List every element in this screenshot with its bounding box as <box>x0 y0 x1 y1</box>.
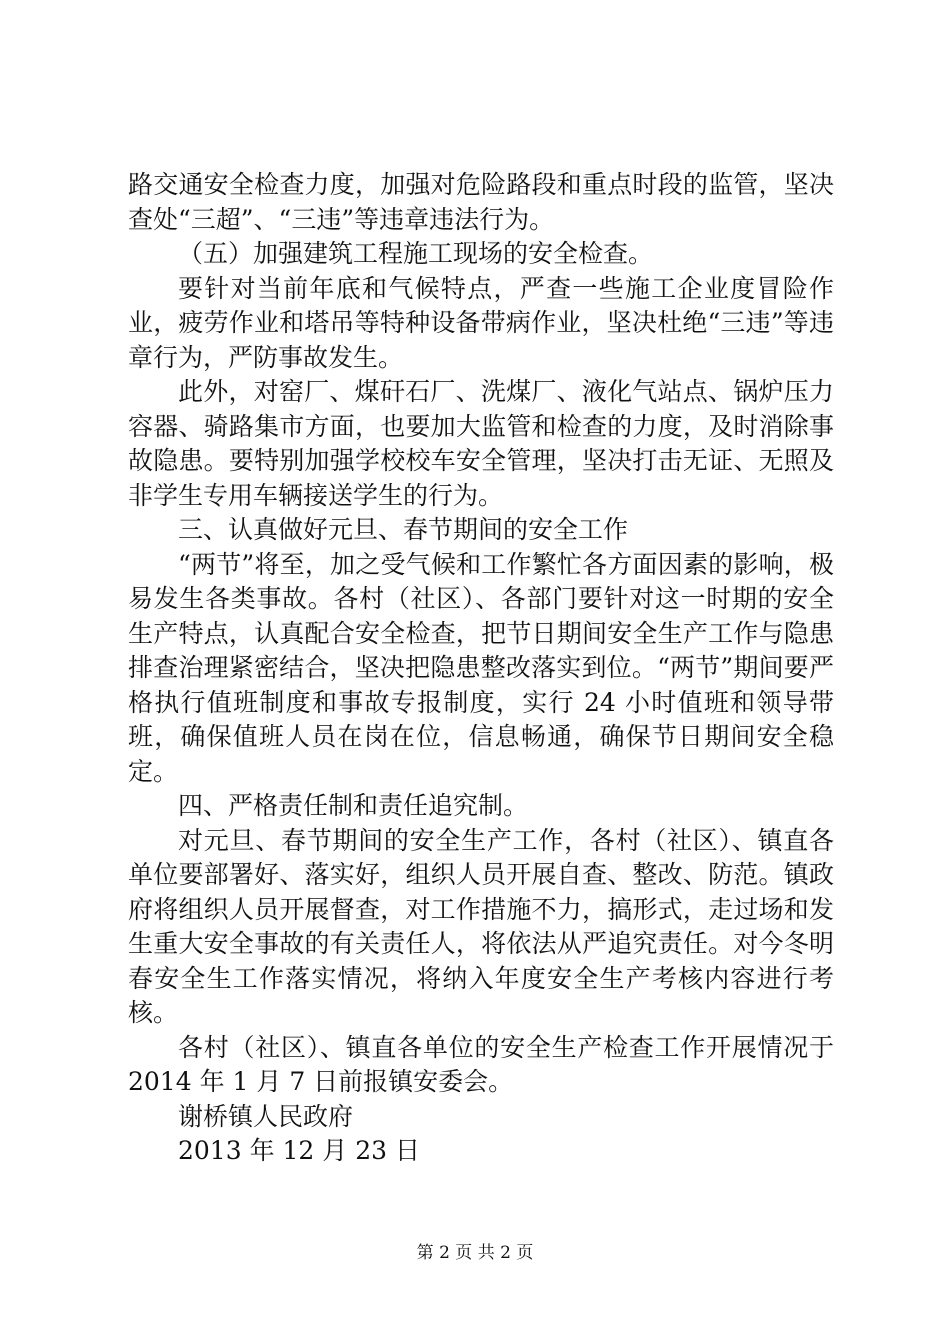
paragraph-construction-safety: 要针对当前年底和气候特点，严查一些施工企业度冒险作业，疲劳作业和塔吊等特种设备带病作业，坚决杜绝“三违”等违章行为，严防事故发生。 <box>128 273 834 372</box>
paragraph-reporting-deadline: 各村（社区）、镇直各单位的安全生产检查工作开展情况于 2014 年 1 月 7 日前报镇安委会。 <box>128 1032 834 1096</box>
document-body <box>128 168 834 1169</box>
signature-date: 2013 年 12 月 23 日 <box>178 1136 420 1165</box>
heading-holiday-safety-work: 三、认真做好元旦、春节期间的安全工作 <box>178 515 629 544</box>
page-number-footer: 第 2 页 共 2 页 <box>416 1243 534 1263</box>
paragraph-holiday-safety: “两节”将至，加之受气候和工作繁忙各方面因素的影响，极易发生各类事故。各村（社区）、各部门要针对这一时期的安全生产特点，认真配合安全检查，把节日期间安全生产工作与隐患排查治理紧密结合，坚决把隐患整改落实到位。“两节”期间要严格执行值班制度和事故专报制度，实行 24 小时值班和领导带班，确保值班人员在岗在位，信息畅通，确保节日期间安全稳定。 <box>128 549 834 786</box>
paragraph-other-facilities: 此外，对窑厂、煤矸石厂、洗煤厂、液化气站点、锅炉压力容器、骑路集市方面，也要加大监管和检查的力度，及时消除事故隐患。要特别加强学校校车安全管理，坚决打击无证、无照及非学生专用车辆接送学生的行为。 <box>128 377 834 510</box>
heading-responsibility-system: 四、严格责任制和责任追究制。 <box>178 791 529 820</box>
paragraph-responsibility: 对元旦、春节期间的安全生产工作，各村（社区）、镇直各单位要部署好、落实好，组织人员开展自查、整改、防范。镇政府将组织人员开展督查，对工作措施不力，搞形式，走过场和发生重大安全事故的有关责任人，将依法从严追究责任。对今冬明春安全生工作落实情况，将纳入年度安全生产考核内容进行考核。 <box>128 825 834 1027</box>
signature-issuer: 谢桥镇人民政府 <box>178 1101 354 1131</box>
paragraph-road-traffic-continuation: 路交通安全检查力度，加强对危险路段和重点时段的监管，坚决查处“三超”、“三违”等违章违法行为。 <box>128 170 834 234</box>
heading-construction-site-inspection: （五）加强建筑工程施工现场的安全检查。 <box>178 239 654 268</box>
